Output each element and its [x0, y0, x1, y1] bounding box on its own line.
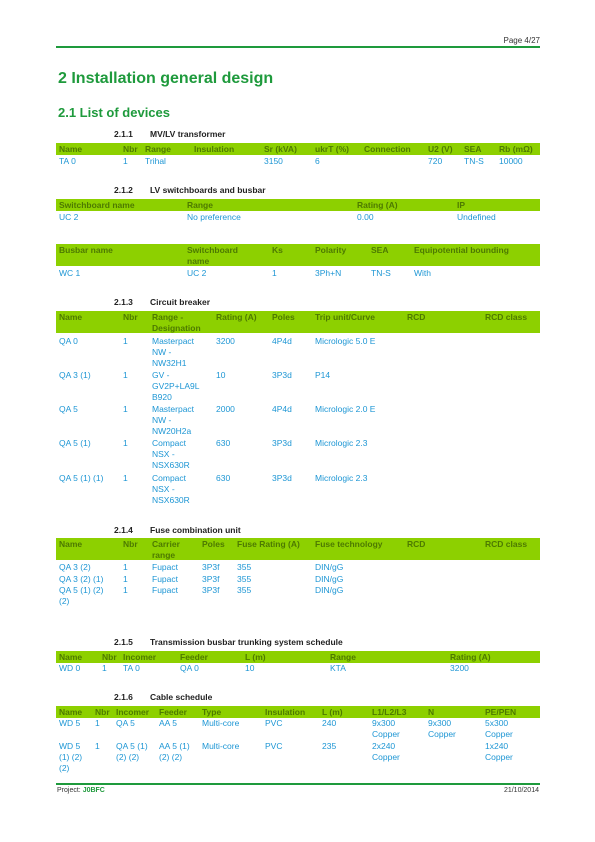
header-cell: Type — [202, 707, 222, 717]
table-cell: PVC — [265, 741, 283, 751]
table-cell: 1 — [102, 663, 107, 673]
header-cell: Incomer — [123, 652, 157, 662]
table-cell: Fupact — [152, 574, 178, 584]
table-cell: 235 — [322, 741, 337, 751]
table-cell: 9x300 Copper — [372, 718, 400, 739]
table-cell: 3P3f — [202, 585, 220, 595]
table-cell: 1 — [95, 718, 100, 728]
table-cell: TA 0 — [59, 156, 76, 166]
table-cell: Compact NSX - NSX630R — [152, 473, 190, 505]
table-cell: QA 3 (1) — [59, 370, 91, 380]
header-cell: Busbar name — [59, 245, 113, 255]
table-cell: 3150 — [264, 156, 283, 166]
header-cell: Rating (A) — [450, 652, 491, 662]
section-label: Circuit breaker — [150, 297, 210, 307]
table-header — [56, 244, 540, 266]
header-cell: Rb (mΩ) — [499, 144, 533, 154]
header-cell: Range — [187, 200, 213, 210]
table-cell: QA 5 — [59, 404, 78, 414]
footer-project-name: J0BFC — [82, 787, 105, 794]
table-cell: 1 — [95, 741, 100, 751]
section-label: LV switchboards and busbar — [150, 185, 266, 195]
footer-date: 21/10/2014 — [503, 787, 539, 794]
header-cell: L (m) — [322, 707, 343, 717]
table-cell: WD 0 — [59, 663, 81, 673]
table-cell: UC 2 — [187, 268, 207, 278]
header-cell: Incomer — [116, 707, 150, 717]
header-cell: RCD class — [485, 539, 528, 549]
table-cell: QA 5 (1) (2) (2) — [116, 741, 148, 762]
table-cell: DIN/gG — [315, 585, 344, 595]
table-cell: UC 2 — [59, 212, 79, 222]
header-cell: Range — [330, 652, 356, 662]
header-cell: Nbr — [123, 539, 138, 549]
header-cell: RCD — [407, 312, 426, 322]
header-rule — [56, 46, 540, 48]
table-cell: 3P3d — [272, 473, 292, 483]
table-cell: 9x300 Copper — [428, 718, 456, 739]
header-cell: Trip unit/Curve — [315, 312, 375, 322]
table-cell: P14 — [315, 370, 331, 380]
header-cell: Sr (kVA) — [264, 144, 297, 154]
table-cell: Fupact — [152, 562, 178, 572]
table-cell: Trihal — [145, 156, 166, 166]
table-cell: 4P4d — [272, 404, 292, 414]
header-cell: Nbr — [123, 312, 138, 322]
table-cell: Micrologic 5.0 E — [315, 336, 376, 346]
section-title-s214 — [114, 525, 241, 535]
section-label: Transmission busbar trunking system schedule — [150, 637, 343, 647]
table-cell: 3P3d — [272, 438, 292, 448]
header-cell: Insulation — [194, 144, 235, 154]
table-cell: With — [414, 268, 431, 278]
header-cell: Range — [145, 144, 171, 154]
table-cell: 2000 — [216, 404, 235, 414]
header-cell: Poles — [272, 312, 295, 322]
table-header — [56, 199, 540, 211]
table-cell: QA 0 — [59, 336, 78, 346]
section-number: 2.1.6 — [114, 692, 133, 702]
header-cell: Name — [59, 144, 83, 154]
table-header — [56, 538, 540, 560]
table-cell: QA 5 — [116, 718, 135, 728]
table-cell: QA 5 (1) (2) (2) — [59, 585, 104, 606]
table-cell: Compact NSX - NSX630R — [152, 438, 190, 470]
table-cell: 3200 — [216, 336, 235, 346]
header-cell: RCD class — [485, 312, 528, 322]
header-cell: RCD — [407, 539, 426, 549]
heading-2: 2.1 List of devices — [58, 105, 170, 120]
section-number: 2.1.5 — [114, 637, 133, 647]
section-number: 2.1.2 — [114, 185, 133, 195]
header-cell: PE/PEN — [485, 707, 517, 717]
table-cell: Micrologic 2.3 — [315, 438, 368, 448]
table-cell: DIN/gG — [315, 574, 344, 584]
table-cell: AA 5 (1) (2) (2) — [159, 741, 190, 762]
table-cell: 1 — [123, 370, 128, 380]
section-title-s211 — [114, 129, 225, 139]
table-cell: GV - GV2P+LA9L B920 — [152, 370, 200, 402]
table-cell: 355 — [237, 574, 252, 584]
table-cell: No preference — [187, 212, 241, 222]
table-cell: Fupact — [152, 585, 178, 595]
header-cell: Name — [59, 707, 83, 717]
header-cell: Ks — [272, 245, 283, 255]
header-cell: Fuse Rating (A) — [237, 539, 300, 549]
table-cell: 3Ph+N — [315, 268, 342, 278]
footer-rule — [56, 783, 540, 785]
header-cell: Insulation — [265, 707, 306, 717]
table-cell: 3P3f — [202, 574, 220, 584]
header-cell: L1/L2/L3 — [372, 707, 407, 717]
table-cell: QA 3 (2) — [59, 562, 91, 572]
table-cell: AA 5 — [159, 718, 177, 728]
table-cell: PVC — [265, 718, 283, 728]
header-cell: Rating (A) — [216, 312, 257, 322]
table-cell: 10000 — [499, 156, 523, 166]
header-cell: Range - Designation — [152, 312, 201, 333]
table-cell: DIN/gG — [315, 562, 344, 572]
header-cell: Equipotential bounding — [414, 245, 509, 255]
table-cell: 2x240 Copper — [372, 741, 400, 762]
section-number: 2.1.1 — [114, 129, 133, 139]
table-cell: Masterpact NW - NW32H1 — [152, 336, 195, 368]
header-cell: Nbr — [95, 707, 110, 717]
table-cell: Multi-core — [202, 718, 240, 728]
header-cell: Fuse technology — [315, 539, 383, 549]
table-cell: WD 5 — [59, 718, 81, 728]
table-cell: Micrologic 2.3 — [315, 473, 368, 483]
header-cell: Name — [59, 652, 83, 662]
header-cell: SEA — [464, 144, 482, 154]
table-cell: 1 — [123, 562, 128, 572]
table-cell: 3P3d — [272, 370, 292, 380]
table-cell: Micrologic 2.0 E — [315, 404, 376, 414]
table-cell: 630 — [216, 438, 231, 448]
table-header — [56, 651, 540, 663]
section-number: 2.1.4 — [114, 525, 133, 535]
table-cell: 1 — [123, 574, 128, 584]
section-number: 2.1.3 — [114, 297, 133, 307]
table-cell: WC 1 — [59, 268, 81, 278]
table-cell: 3P3f — [202, 562, 220, 572]
table-cell: TN-S — [464, 156, 484, 166]
table-cell: QA 5 (1) — [59, 438, 91, 448]
table-header — [56, 706, 540, 718]
table-cell: WD 5 (1) (2) (2) — [59, 741, 83, 773]
section-label: MV/LV transformer — [150, 129, 226, 139]
table-cell: 3200 — [450, 663, 469, 673]
header-cell: U2 (V) — [428, 144, 453, 154]
header-cell: Poles — [202, 539, 225, 549]
header-cell: IP — [457, 200, 466, 210]
table-cell: 1 — [123, 156, 128, 166]
header-cell: L (m) — [245, 652, 266, 662]
table-cell: 1 — [123, 585, 128, 595]
table-cell: Multi-core — [202, 741, 240, 751]
heading-1: 2 Installation general design — [58, 70, 274, 87]
section-title-s216 — [114, 692, 212, 702]
table-cell: 1x240 Copper — [485, 741, 513, 762]
header-cell: Nbr — [102, 652, 117, 662]
header-cell: Switchboard name — [59, 200, 135, 210]
table-cell: 1 — [272, 268, 277, 278]
table-cell: 240 — [322, 718, 337, 728]
header-cell: Carrier range — [152, 539, 180, 560]
header-cell: Name — [59, 539, 83, 549]
table-cell: TA 0 — [123, 663, 140, 673]
header-cell: N — [428, 707, 435, 717]
table-cell: TN-S — [371, 268, 391, 278]
table-header — [56, 311, 540, 333]
table-cell: 720 — [428, 156, 443, 166]
table-cell: 630 — [216, 473, 231, 483]
table-cell: QA 3 (2) (1) — [59, 574, 104, 584]
table-cell: QA 5 (1) (1) — [59, 473, 104, 483]
header-cell: Polarity — [315, 245, 347, 255]
table-cell: 1 — [123, 438, 128, 448]
table-cell: 10 — [245, 663, 255, 673]
table-cell: Undefined — [457, 212, 496, 222]
footer-project — [57, 787, 105, 794]
table-cell: 355 — [237, 562, 252, 572]
section-title-s213 — [114, 297, 210, 307]
section-label: Cable schedule — [150, 692, 213, 702]
table-cell: 4P4d — [272, 336, 292, 346]
section-title-s212 — [114, 185, 266, 195]
table-cell: 10 — [216, 370, 226, 380]
page-number: Page 4/27 — [503, 36, 540, 45]
header-cell: Rating (A) — [357, 200, 398, 210]
table-cell: 1 — [123, 473, 128, 483]
header-cell: SEA — [371, 245, 389, 255]
header-cell: Nbr — [123, 144, 138, 154]
header-cell: ukrT (%) — [315, 144, 349, 154]
footer-project-label: Project: — [57, 787, 81, 794]
table-cell: 5x300 Copper — [485, 718, 513, 739]
table-cell: Masterpact NW - NW20H2a — [152, 404, 195, 436]
table-header — [56, 143, 540, 155]
table-cell: QA 0 — [180, 663, 199, 673]
table-cell: 6 — [315, 156, 320, 166]
section-title-s215 — [114, 637, 343, 647]
header-cell: Feeder — [159, 707, 187, 717]
table-cell: 355 — [237, 585, 252, 595]
table-cell: KTA — [330, 663, 346, 673]
header-cell: Feeder — [180, 652, 208, 662]
table-cell: 1 — [123, 404, 128, 414]
header-cell: Switchboard name — [187, 245, 239, 266]
table-cell: 0.00 — [357, 212, 374, 222]
table-cell: 1 — [123, 336, 128, 346]
section-label: Fuse combination unit — [150, 525, 241, 535]
header-cell: Name — [59, 312, 83, 322]
header-cell: Connection — [364, 144, 411, 154]
